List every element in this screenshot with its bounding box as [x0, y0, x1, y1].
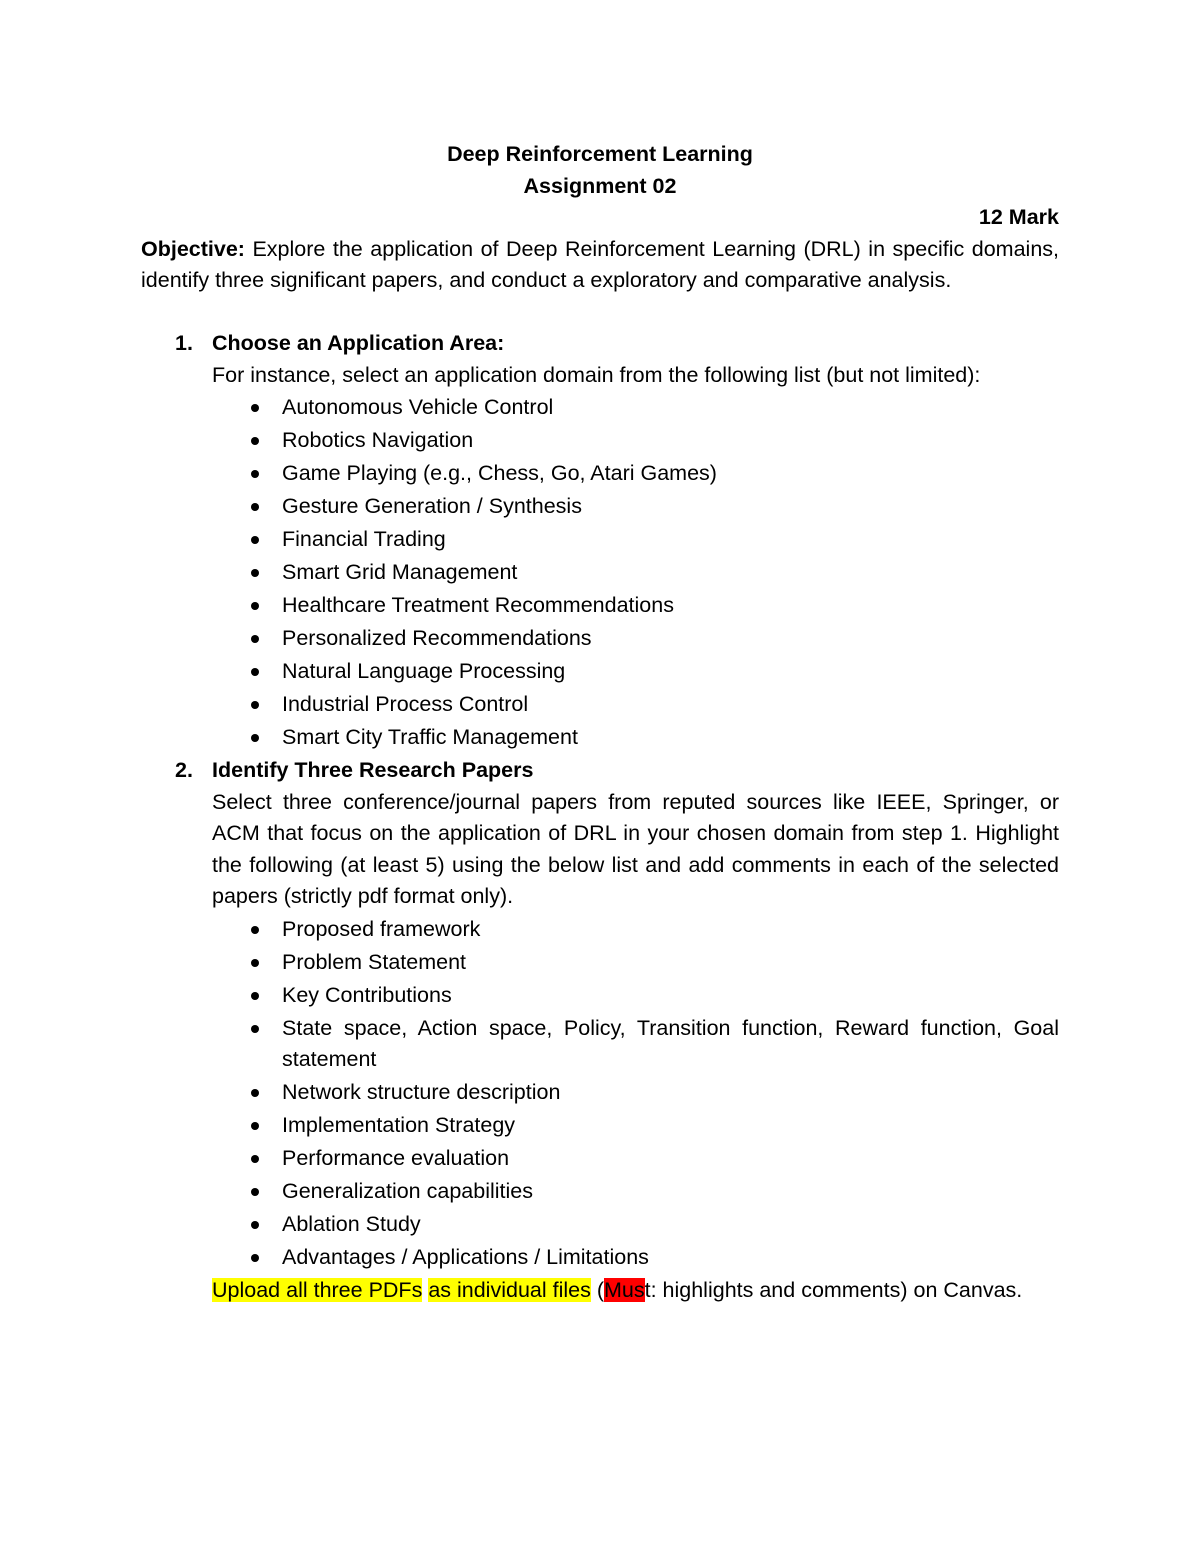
list-item-text: Performance evaluation — [282, 1146, 510, 1170]
list-item-text: Problem Statement — [282, 949, 467, 974]
list-item-text: Network structure description — [282, 1080, 561, 1104]
list-item-text: Implementation Strategy — [282, 1113, 516, 1137]
list-item-text: Ablation Study — [282, 1212, 421, 1236]
step-1-heading: Choose an Application Area: — [212, 331, 505, 355]
list-item — [212, 557, 1059, 589]
list-item — [212, 1110, 1059, 1142]
list-item — [212, 947, 1059, 979]
list-item-text: Gesture Generation / Synthesis — [282, 494, 582, 518]
bullet-icon — [251, 404, 259, 412]
bullet-icon — [251, 992, 259, 1000]
bullet-icon — [251, 1221, 259, 1229]
bullet-icon — [251, 1188, 259, 1196]
bullet-icon — [251, 959, 259, 967]
list-item — [212, 1077, 1059, 1109]
step-2-body: Select three conference/journal papers from reputed sources like IEEE, Springer, or ACM that focus on the application of DRL in your chosen domain from step 1. Highlight the following (at least 5) using the below list and add comments in each of the selected papers (strictly pdf format only). — [212, 789, 1059, 908]
step-1-number: 1. — [175, 331, 193, 355]
bullet-icon — [251, 926, 259, 934]
list-item — [212, 524, 1059, 556]
objective-text: Explore the application of Deep Reinforcement Learning (DRL) in specific domains, identify three significant papers, and conduct a exploratory and comparative analysis. — [141, 236, 1059, 292]
list-item-text: Robotics Navigation — [282, 428, 474, 452]
list-item-text: Advantages / Applications / Limitations — [282, 1245, 649, 1269]
list-item-text: Financial Trading — [282, 527, 446, 551]
bullet-icon — [251, 1089, 259, 1097]
list-item — [212, 1013, 1059, 1076]
list-item — [212, 914, 1059, 946]
list-item — [212, 1209, 1059, 1241]
objective-label: Objective: — [141, 236, 245, 261]
bullet-icon — [251, 536, 259, 544]
list-item — [212, 722, 1059, 754]
document-title: Deep Reinforcement Learning — [447, 142, 753, 166]
upload-highlight: Upload all three PDFs — [212, 1278, 423, 1302]
list-item-text: Smart City Traffic Management — [282, 725, 578, 749]
list-item-text: Natural Language Processing — [282, 659, 566, 683]
list-item-text: Healthcare Treatment Recommendations — [282, 593, 674, 617]
step-2-heading: Identify Three Research Papers — [212, 758, 534, 782]
bullet-icon — [251, 1155, 259, 1163]
list-item — [212, 623, 1059, 655]
bullet-icon — [251, 734, 259, 742]
objective-paragraph — [141, 234, 1059, 297]
list-item — [212, 590, 1059, 622]
list-item — [212, 458, 1059, 490]
list-item — [212, 1242, 1059, 1274]
list-item-text: Smart Grid Management — [282, 560, 518, 584]
list-item-text: Key Contributions — [282, 982, 452, 1007]
upload-text: t: highlights and comments) on Canvas. — [644, 1278, 1023, 1302]
list-item-text: Personalized Recommendations — [282, 626, 592, 650]
assignment-number: Assignment 02 — [523, 173, 677, 198]
list-item — [212, 491, 1059, 523]
bullet-icon — [251, 1254, 259, 1262]
bullet-icon — [251, 602, 259, 610]
bullet-icon — [251, 437, 259, 445]
marks-label: 12 Mark — [978, 205, 1059, 229]
list-item — [212, 392, 1059, 424]
individual-files-highlight: as individual files — [428, 1278, 591, 1302]
step-2-number: 2. — [175, 758, 193, 782]
list-item — [212, 425, 1059, 457]
list-item — [212, 656, 1059, 688]
spacer — [141, 297, 1059, 329]
step-1-body: For instance, select an application domain from the following list (but not limited): — [212, 362, 981, 387]
list-item-text: Generalization capabilities — [282, 1179, 533, 1203]
bullet-icon — [251, 635, 259, 643]
bullet-icon — [251, 668, 259, 676]
list-item — [212, 1176, 1059, 1208]
bullet-icon — [251, 569, 259, 577]
bullet-icon — [251, 1122, 259, 1130]
document-content — [141, 139, 1059, 1307]
list-item-text: Industrial Process Control — [282, 692, 529, 716]
must-highlight: Mus — [603, 1278, 645, 1302]
step-2 — [141, 755, 1059, 1307]
list-item — [212, 980, 1059, 1012]
bullet-icon — [251, 701, 259, 709]
step-1 — [141, 328, 1059, 754]
list-item — [212, 1143, 1059, 1175]
bullet-icon — [251, 1025, 259, 1033]
bullet-icon — [251, 470, 259, 478]
bullet-icon — [251, 503, 259, 511]
list-item-text: Game Playing (e.g., Chess, Go, Atari Games) — [282, 461, 717, 485]
list-item-text: Autonomous Vehicle Control — [282, 395, 554, 419]
list-item-text: Proposed framework — [282, 916, 481, 941]
application-area-list — [212, 392, 1059, 754]
list-item-text: State space, Action space, Policy, Transition function, Reward function, Goal statement — [282, 1015, 1059, 1071]
upload-text: ( — [590, 1278, 604, 1302]
highlight-criteria-list — [212, 914, 1059, 1274]
upload-instruction — [212, 1275, 1059, 1307]
list-item — [212, 689, 1059, 721]
